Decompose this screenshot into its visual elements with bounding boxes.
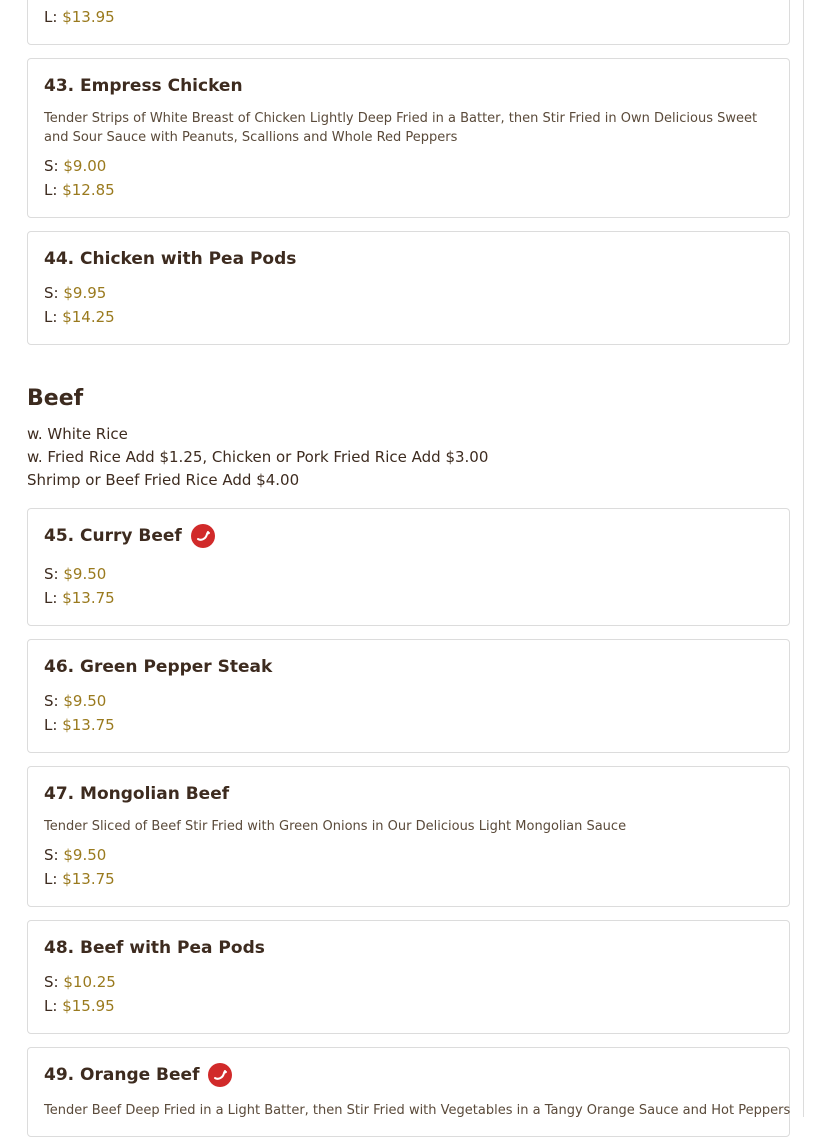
section-note: w. White Rice <box>27 425 128 443</box>
menu-item-name <box>44 76 243 96</box>
price-amount: $13.95 <box>62 8 115 26</box>
price-amount: $9.50 <box>63 692 107 710</box>
large-price <box>44 8 115 26</box>
large-price <box>44 870 115 888</box>
size-label: S: <box>44 692 59 710</box>
price-amount: $12.85 <box>62 181 115 199</box>
scroll-divider <box>803 0 804 1117</box>
small-price <box>44 692 106 710</box>
size-label: S: <box>44 846 59 864</box>
item-title: 45. Curry Beef <box>44 526 182 546</box>
price-amount: $9.00 <box>63 157 107 175</box>
large-price <box>44 308 115 326</box>
menu-item-name <box>44 938 265 958</box>
menu-item-card[interactable] <box>27 58 790 218</box>
size-label: S: <box>44 157 59 175</box>
price-amount: $14.25 <box>62 308 115 326</box>
menu-item-card[interactable] <box>27 766 790 907</box>
size-label: L: <box>44 308 58 326</box>
section-note: w. Fried Rice Add $1.25, Chicken or Pork Fried Rice Add $3.00 <box>27 448 489 466</box>
large-price <box>44 589 115 607</box>
price-amount: $13.75 <box>62 716 115 734</box>
size-label: L: <box>44 589 58 607</box>
price-amount: $15.95 <box>62 997 115 1015</box>
chili-pepper-icon <box>191 524 215 548</box>
size-label: L: <box>44 716 58 734</box>
section-title: Beef <box>27 386 84 411</box>
size-label: L: <box>44 997 58 1015</box>
small-price <box>44 846 106 864</box>
size-label: L: <box>44 181 58 199</box>
menu-item-card[interactable] <box>27 1047 790 1137</box>
size-label: L: <box>44 870 58 888</box>
item-title: 46. Green Pepper Steak <box>44 657 273 677</box>
menu-item-description: Tender Beef Deep Fried in a Light Batter, then Stir Fried with Vegetables in a Tangy Orange Sauce and Hot Peppers <box>44 1103 791 1118</box>
menu-item-card[interactable] <box>27 920 790 1034</box>
menu-item-card[interactable] <box>27 0 790 45</box>
item-title: 47. Mongolian Beef <box>44 784 230 804</box>
price-amount: $13.75 <box>62 589 115 607</box>
small-price <box>44 284 106 302</box>
price-amount: $13.75 <box>62 870 115 888</box>
chili-pepper-icon <box>208 1063 232 1087</box>
price-amount: $10.25 <box>63 973 116 991</box>
menu-item-card[interactable] <box>27 639 790 753</box>
price-amount: $9.50 <box>63 846 107 864</box>
price-amount: $9.95 <box>63 284 107 302</box>
size-label: S: <box>44 284 59 302</box>
menu-item-name <box>44 657 272 677</box>
size-label: S: <box>44 565 59 583</box>
large-price <box>44 997 115 1015</box>
menu-item-description: Tender Strips of White Breast of Chicken Lightly Deep Fried in a Batter, then Stir Fried in Own Delicious Sweet and Sour Sauce with Peanuts, Scallions and Whole Red Peppers <box>44 111 758 145</box>
item-title: 43. Empress Chicken <box>44 76 243 96</box>
item-title: 48. Beef with Pea Pods <box>44 938 265 958</box>
large-price <box>44 181 115 199</box>
item-title: 49. Orange Beef <box>44 1065 200 1085</box>
menu-item-name <box>44 1063 232 1087</box>
size-label: S: <box>44 973 59 991</box>
menu-item-name <box>44 524 215 548</box>
small-price <box>44 973 116 991</box>
menu-item-name <box>44 784 229 804</box>
section-note: Shrimp or Beef Fried Rice Add $4.00 <box>27 471 300 489</box>
menu-item-card[interactable] <box>27 231 790 345</box>
item-title: 44. Chicken with Pea Pods <box>44 249 297 269</box>
large-price <box>44 716 115 734</box>
small-price <box>44 157 106 175</box>
small-price <box>44 565 106 583</box>
menu-item-card[interactable] <box>27 508 790 626</box>
menu-item-name <box>44 249 296 269</box>
price-amount: $9.50 <box>63 565 107 583</box>
menu-item-description: Tender Sliced of Beef Stir Fried with Green Onions in Our Delicious Light Mongolian Sauce <box>44 819 627 834</box>
size-label: L: <box>44 8 58 26</box>
